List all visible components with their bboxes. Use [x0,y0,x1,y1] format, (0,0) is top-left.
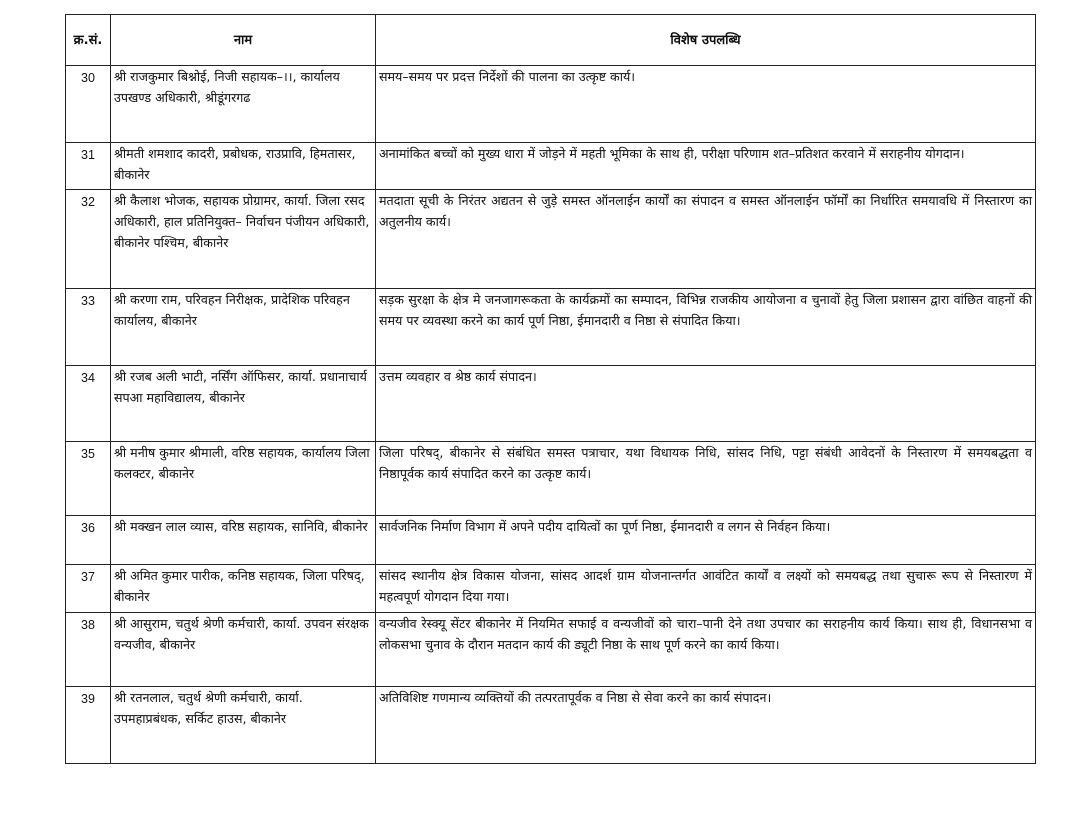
achievement-cell: अतिविशिष्ट गणमान्य व्यक्तियों की तत्परतापूर्वक व निष्ठा से सेवा करने का कार्य संपादन। [376,687,1036,764]
name-cell: श्री आसुराम, चतुर्थ श्रेणी कर्मचारी, कार्या. उपवन संरक्षक वन्यजीव, बीकानेर [111,613,376,687]
name-cell: श्री अमित कुमार पारीक, कनिष्ठ सहायक, जिला परिषद्, बीकानेर [111,565,376,613]
table-row [66,442,1036,516]
name-cell: श्री रजब अली भाटी, नर्सिंग ऑफिसर, कार्या. प्रधानाचार्य सपआ महाविद्यालय, बीकानेर [111,366,376,442]
table-row [66,143,1036,190]
table-row [66,66,1036,143]
table-row [66,366,1036,442]
achievement-cell: जिला परिषद्, बीकानेर से संबंधित समस्त पत्राचार, यथा विधायक निधि, सांसद निधि, पट्टा संबंधी आवेदनों के निस्तारण में समयबद्धता व निष्ठापूर्वक कार्य संपादित करने का उत्कृष्ट कार्य। [376,442,1036,516]
name-cell: श्री मनीष कुमार श्रीमाली, वरिष्ठ सहायक, कार्यालय जिला कलक्टर, बीकानेर [111,442,376,516]
achievement-cell: समय–समय पर प्रदत्त निर्देशों की पालना का उत्कृष्ट कार्य। [376,66,1036,143]
table-row [66,687,1036,764]
serial-cell: 33 [66,289,111,366]
achievement-cell: वन्यजीव रेस्क्यू सेंटर बीकानेर में नियमित सफाई व वन्यजीवों को चारा–पानी देने तथा उपचार का सराहनीय कार्य किया। साथ ही, विधानसभा व लोकसभा चुनाव के दौरान मतदान कार्य की ड्यूटी निष्ठा के साथ पूर्ण करने का कार्य किया। [376,613,1036,687]
achievement-cell: सांसद स्थानीय क्षेत्र विकास योजना, सांसद आदर्श ग्राम योजनान्तर्गत आवंटित कार्यों व लक्ष्यों को समयबद्ध तथा सुचारू रूप से निस्तारण में महत्वपूर्ण योगदान दिया गया। [376,565,1036,613]
table-row [66,289,1036,366]
achievement-cell: सड़क सुरक्षा के क्षेत्र मे जनजागरूकता के कार्यक्रमों का सम्पादन, विभिन्न राजकीय आयोजना व चुनावों हेतु जिला प्रशासन द्वारा वांछित वाहनों की समय पर व्यवस्था करने का कार्य पूर्ण निष्ठा, ईमानदारी व निष्ठा से संपादित किया। [376,289,1036,366]
table-row [66,565,1036,613]
serial-cell: 35 [66,442,111,516]
achievement-cell: सार्वजनिक निर्माण विभाग में अपने पदीय दायित्वों का पूर्ण निष्ठा, ईमानदारी व लगन से निर्वहन किया। [376,516,1036,565]
serial-cell: 31 [66,143,111,190]
name-cell: श्रीमती शमशाद कादरी, प्रबोधक, राउप्रावि, हिमतासर, बीकानेर [111,143,376,190]
serial-cell: 30 [66,66,111,143]
name-cell: श्री मक्खन लाल व्यास, वरिष्ठ सहायक, सानिवि, बीकानेर [111,516,376,565]
table-row [66,613,1036,687]
serial-cell: 32 [66,190,111,289]
serial-cell: 36 [66,516,111,565]
achievement-cell: अनामांकित बच्चों को मुख्य धारा में जोड़ने में महती भूमिका के साथ ही, परीक्षा परिणाम शत–प्रतिशत करवाने में सराहनीय योगदान। [376,143,1036,190]
serial-cell: 39 [66,687,111,764]
table-row [66,516,1036,565]
name-cell: श्री कैलाश भोजक, सहायक प्रोग्रामर, कार्या. जिला रसद अधिकारी, हाल प्रतिनियुक्त– निर्वाचन पंजीयन अधिकारी, बीकानेर पश्चिम, बीकानेर [111,190,376,289]
serial-cell: 37 [66,565,111,613]
name-cell: श्री रतनलाल, चतुर्थ श्रेणी कर्मचारी, कार्या. उपमहाप्रबंधक, सर्किट हाउस, बीकानेर [111,687,376,764]
achievement-cell: उत्तम व्यवहार व श्रेष्ठ कार्य संपादन। [376,366,1036,442]
awards-table [65,14,1036,764]
table-row [66,190,1036,289]
achievement-cell: मतदाता सूची के निरंतर अद्यतन से जुड़े समस्त ऑनलाईन कार्यों का संपादन व समस्त ऑनलाईन फॉर्मों का निर्धारित समयावधि में निस्तारण का अतुलनीय कार्य। [376,190,1036,289]
header-achievement: विशेष उपलब्धि [376,15,1036,66]
header-name: नाम [111,15,376,66]
serial-cell: 34 [66,366,111,442]
serial-cell: 38 [66,613,111,687]
name-cell: श्री राजकुमार बिश्नोई, निजी सहायक–।।, कार्यालय उपखण्ड अधिकारी, श्रीडूंगरगढ [111,66,376,143]
table-header-row [66,15,1036,66]
name-cell: श्री करणा राम, परिवहन निरीक्षक, प्रादेशिक परिवहन कार्यालय, बीकानेर [111,289,376,366]
header-serial: क्र.सं. [66,15,111,66]
